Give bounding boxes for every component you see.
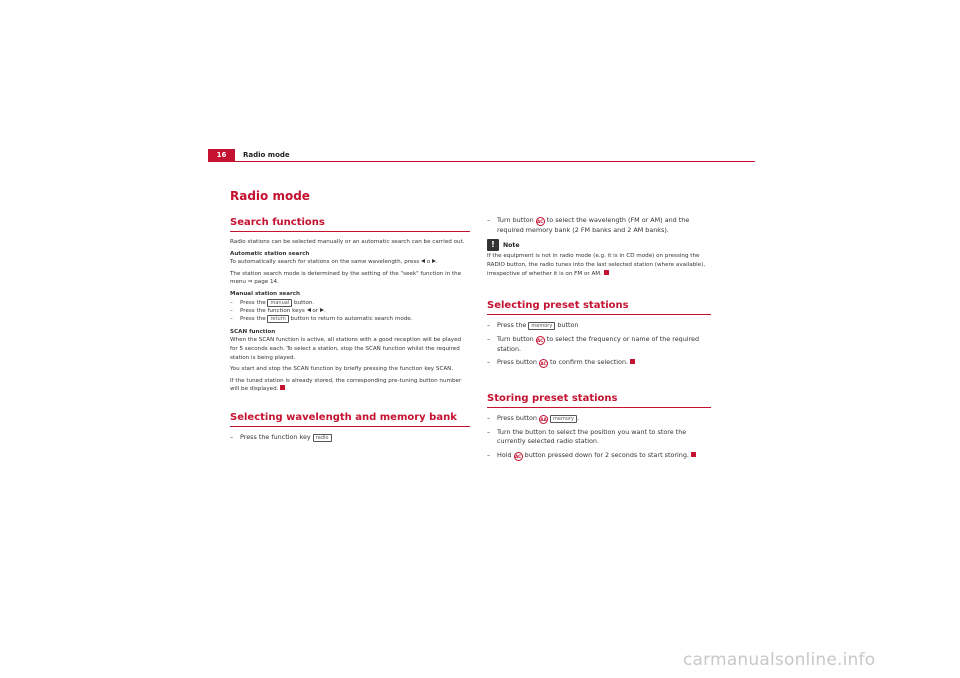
step-text: Press button: [497, 358, 537, 366]
section-heading-storing: Storing preset stations: [487, 392, 711, 408]
left-column: [230, 216, 470, 446]
knob-aa-icon: AA: [540, 417, 547, 422]
page-title: Radio mode: [230, 189, 310, 203]
seek-left-icon: [307, 308, 311, 312]
auto-search-mode-text: [230, 270, 470, 287]
running-title: Radio mode: [243, 151, 290, 159]
dash-bullet: –: [230, 299, 233, 306]
note-header: [487, 239, 711, 251]
section-end-icon: [630, 359, 635, 364]
storing-step-1: [487, 414, 711, 424]
wavelength-step-2: [487, 216, 711, 235]
dash-bullet: –: [487, 414, 491, 422]
scan-heading: SCAN function: [230, 328, 276, 335]
manual-item-3: [230, 315, 470, 323]
section-end-icon: [280, 385, 285, 390]
step-text: button pressed down for 2 seconds to start storing.: [524, 450, 689, 459]
step-text: Turn button: [497, 216, 534, 224]
section-end-icon: [691, 452, 696, 457]
storing-step-3: [487, 451, 711, 461]
page-ref-arrow-icon: ⇒: [247, 279, 253, 286]
note-text: [487, 252, 711, 278]
manual-item-text: Press the: [240, 299, 266, 306]
search-intro: Radio stations can be selected manually or an automatic search can be carried out.: [230, 239, 465, 245]
knob-ac-icon: AC: [514, 453, 522, 459]
manual-item-text: .: [323, 307, 326, 314]
storing-step-2: [487, 428, 711, 447]
step-text: Turn the button to select the position you want to store the currently selected radio station.: [497, 428, 687, 446]
dash-bullet: –: [230, 307, 233, 314]
auto-text-or: o: [426, 259, 431, 266]
auto-ref-link[interactable]: page 14.: [254, 279, 279, 286]
manual-item-text: button to return to automatic search mode.: [290, 316, 413, 323]
radio-key: radio: [313, 434, 332, 442]
manual-item-text: Press the function keys: [240, 307, 305, 314]
wavelength-step-1: [230, 433, 470, 442]
note-body: If the equipment is not in radio mode (e.g. it is in CD mode) on pressing the RADIO button, the radio tunes into the last selected station (where available), irrespective of whether it is on FM or AM.: [487, 253, 706, 277]
auto-search-text: To automatically search for stations on the same wavelength, press o .: [230, 259, 438, 266]
step-text: to select the wavelength (FM or AM) and the required memory bank (2 FM banks and 2 AM banks).: [497, 216, 690, 234]
preset-step-3: [487, 358, 711, 368]
dash-bullet: –: [487, 321, 491, 330]
dash-bullet: –: [230, 316, 233, 323]
dash-bullet: –: [230, 432, 234, 441]
scan-text-3: [230, 377, 470, 394]
manual-item-text: or: [312, 307, 319, 314]
step-text: Press button: [497, 414, 537, 422]
scan-text-1: When the SCAN function is active, all stations with a good reception will be played for 5 seconds each. To select a station, stop the SCAN function whilst the required station is being played.: [230, 337, 462, 361]
note-icon: !: [487, 239, 499, 251]
dash-bullet: –: [487, 428, 491, 436]
auto-search-heading: Automatic station search: [230, 250, 310, 257]
manual-search-heading: Manual station search: [230, 290, 301, 297]
section-heading-search: Search functions: [230, 216, 470, 232]
manual-item-1: [230, 299, 470, 307]
preset-step-1: [487, 321, 711, 330]
dash-bullet: –: [487, 358, 491, 366]
header-rule: [208, 161, 755, 162]
dash-bullet: –: [487, 334, 491, 343]
auto-text-b: The station search mode is determined by the setting of the "seek" function in the menu: [230, 270, 462, 286]
step-text: Turn button: [497, 334, 534, 343]
section-heading-preset: Selecting preset stations: [487, 299, 711, 315]
manual-item-2: [230, 307, 470, 315]
dash-bullet: –: [487, 216, 491, 224]
dash-bullet: –: [487, 450, 491, 459]
step-text: button: [557, 321, 579, 330]
note-label: Note: [503, 241, 520, 249]
manual-item-text: Press the: [240, 316, 266, 323]
step-text: Press the: [497, 321, 527, 330]
page-number: 16: [208, 149, 235, 161]
return-key: return: [267, 315, 288, 323]
step-text: to confirm the selection.: [550, 358, 629, 366]
section-heading-wavelength: Selecting wavelength and memory bank: [230, 411, 470, 427]
section-end-icon: [604, 270, 609, 275]
manual-key: manual: [267, 299, 292, 307]
seek-left-icon: [421, 259, 425, 263]
scan-text-3-body: If the tuned station is already stored, the corresponding pre-tuning button number will be displayed.: [230, 377, 462, 393]
scan-text-2: You start and stop the SCAN function by briefly pressing the function key SCAN.: [230, 366, 454, 373]
step-text: Press the function key: [240, 432, 311, 441]
knob-ac-icon: AC: [537, 219, 544, 224]
seek-right-icon: [432, 259, 436, 263]
step-text: .: [576, 414, 579, 422]
watermark: carmanualsonline.info: [683, 650, 876, 670]
step-text: Hold: [497, 450, 512, 459]
preset-step-2: [487, 335, 711, 354]
right-column: [487, 216, 711, 465]
step-text: to select the frequency or name of the required station.: [497, 334, 700, 353]
memory-key: memory: [550, 415, 577, 423]
knob-ac-icon: AC: [540, 361, 547, 366]
manual-item-text: button.: [293, 299, 315, 306]
knob-ac-icon: AC: [537, 337, 544, 343]
auto-text-a: To automatically search for stations on the same wavelength, press: [230, 259, 420, 266]
memory-key: memory: [528, 322, 555, 330]
